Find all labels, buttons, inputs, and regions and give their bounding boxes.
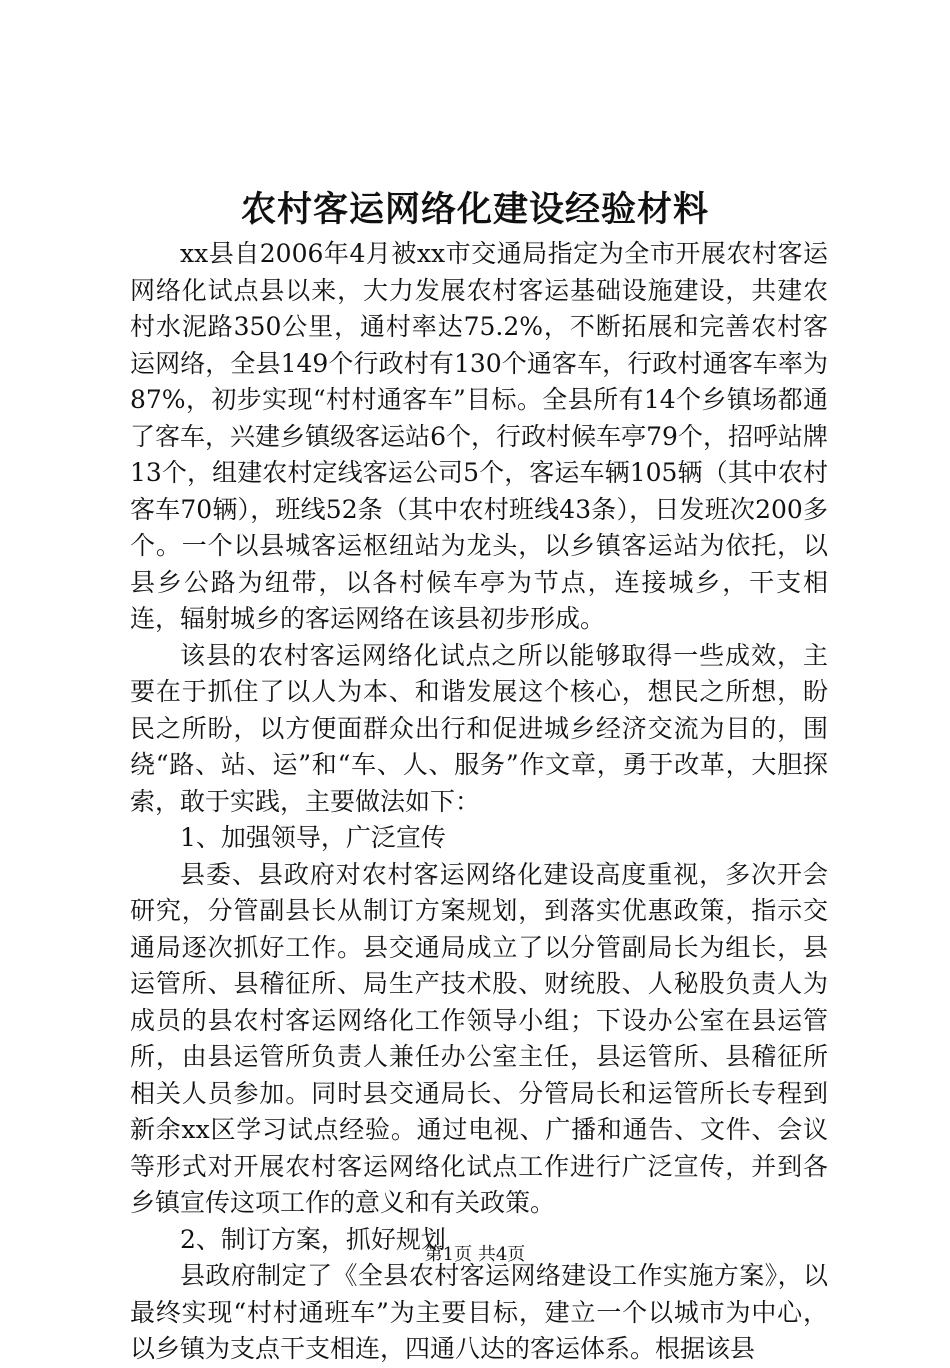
paragraph-intro: xx县自2006年4月被xx市交通局指定为全市开展农村客运网络化试点县以来，大力发展农村客运基础设施建设，共建农村水泥路350公里，通村率达75.2%，不断拓展和完善农村客运网络，全县149个行政村有130个通客车，行政村通客车率为87%，初步实现“村村通客车”目标。全县所有14个乡镇场都通了客车，兴建乡镇级客运站6个，行政村候车亭79个，招呼站牌13个，组建农村定线客运公司5个，客运车辆105辆（其中农村客车70辆），班线52条（其中农村班线43条），日发班次200多个。一个以县城客运枢纽站为龙头，以乡镇客运站为依托，以县乡公路为纽带，以各村候车亭为节点，连接城乡，干支相连，辐射城乡的客运网络在该县初步形成。 [130, 239, 828, 633]
paragraph-summary: 该县的农村客运网络化试点之所以能够取得一些成效，主要在于抓住了以人为本、和谐发展这个核心，想民之所想，盼民之所盼，以方便面群众出行和促进城乡经济交流为目的，围绕“路、站、运”和“车、人、服务”作文章，勇于改革，大胆探索，敢于实践，主要做法如下： [130, 640, 828, 816]
page-footer: 第1页 共4页 [424, 1244, 526, 1265]
document-body [130, 236, 828, 1368]
section-heading-1: 1、加强领导，广泛宣传 [180, 823, 446, 852]
document-title: 农村客运网络化建设经验材料 [240, 189, 709, 230]
paragraph-section-2: 县政府制定了《全县农村客运网络建设工作实施方案》，以最终实现“村村通班车”为主要目标，建立一个以城市为中心，以乡镇为支点干支相连，四通八达的客运体系。根据该县 [130, 1261, 828, 1363]
section-heading-2: 2、制订方案，抓好规划 [180, 1224, 446, 1254]
paragraph-section-1: 县委、县政府对农村客运网络化建设高度重视，多次开会研究，分管副县长从制订方案规划，到落实优惠政策，指示交通局逐次抓好工作。县交通局成立了以分管副局长为组长，县运管所、县稽征所、局生产技术股、财统股、人秘股负责人为成员的县农村客运网络化工作领导小组；下设办公室在县运管所，由县运管所负责人兼任办公室主任，县运管所、县稽征所相关人员参加。同时县交通局长、分管局长和运管所长专程到新余xx区学习试点经验。通过电视、广播和通告、文件、会议等形式对开展农村客运网络化试点工作进行广泛宣传，并到各乡镇宣传这项工作的意义和有关政策。 [130, 859, 828, 1217]
